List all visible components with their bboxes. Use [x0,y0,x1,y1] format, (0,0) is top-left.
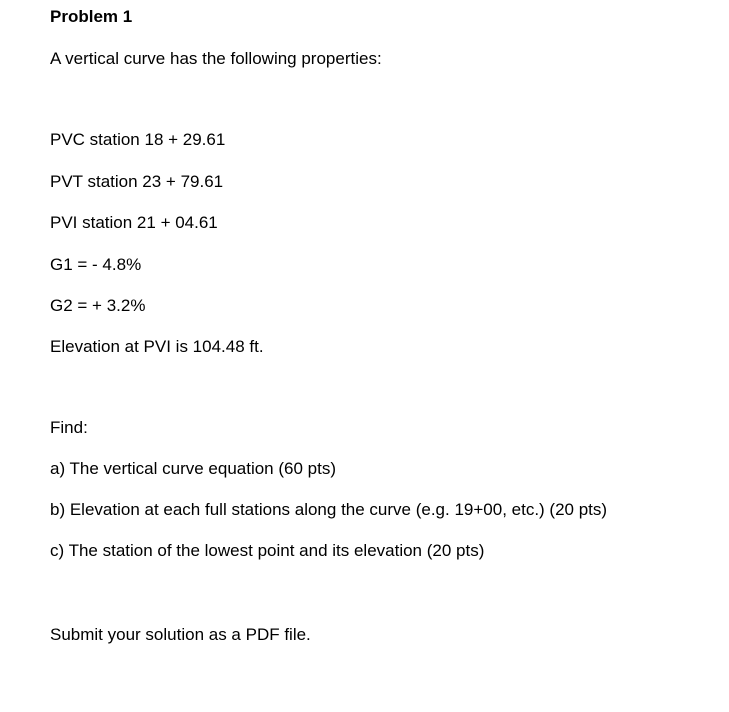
submit-instruction: Submit your solution as a PDF file. [50,625,311,644]
task-a: a) The vertical curve equation (60 pts) [50,459,336,478]
task-b: b) Elevation at each full stations along the curve (e.g. 19+00, etc.) (20 pts) [50,500,608,519]
task-c: c) The station of the lowest point and its elevation (20 pts) [50,541,485,560]
property-grade-g1: G1 = - 4.8% [50,255,142,274]
find-label: Find: [50,418,88,437]
property-grade-g2: G2 = + 3.2% [50,296,146,315]
property-pvc-station: PVC station 18 + 29.61 [50,130,226,149]
property-pvi-elevation: Elevation at PVI is 104.48 ft. [50,337,264,356]
problem-intro: A vertical curve has the following properties: [50,49,382,68]
property-pvi-station: PVI station 21 + 04.61 [50,213,218,232]
property-pvt-station: PVT station 23 + 79.61 [50,172,224,191]
problem-title: Problem 1 [50,7,133,26]
